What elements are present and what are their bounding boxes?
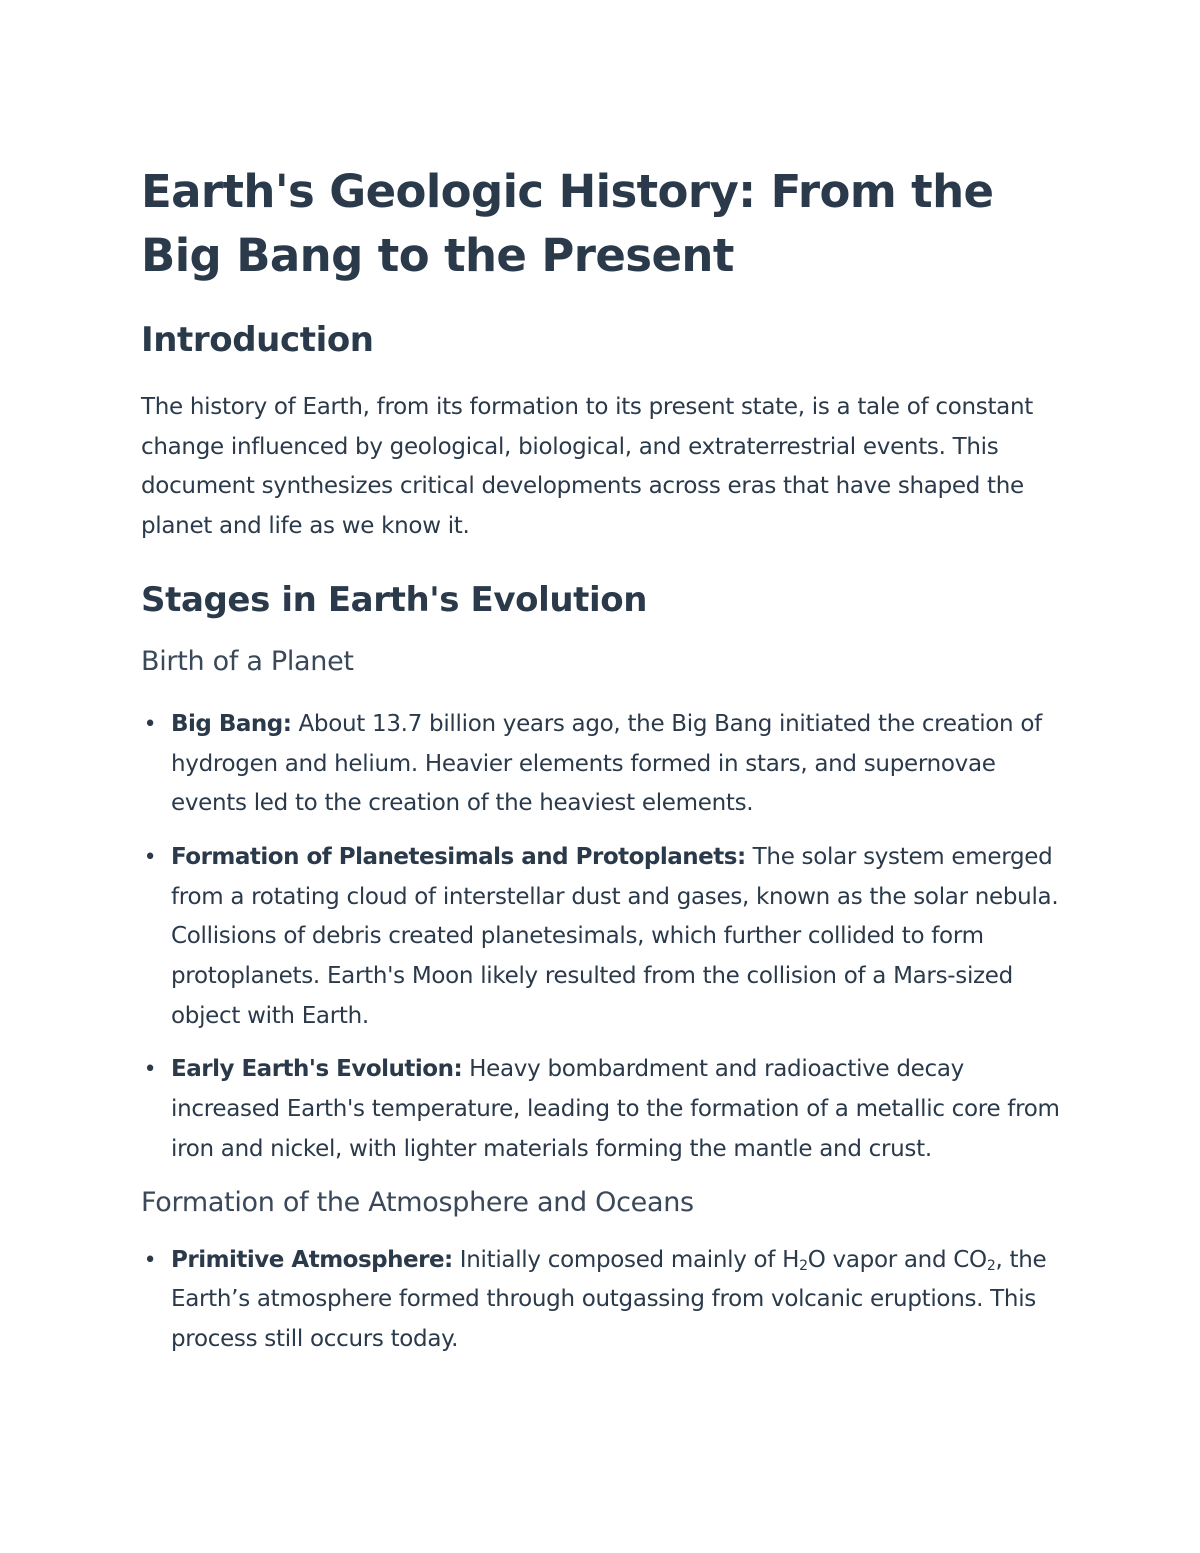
subscript: 2 [799, 1257, 808, 1274]
list-item [141, 1241, 1060, 1360]
list-item-term: Formation of Planetesimals and Protoplanets: [171, 843, 746, 870]
introduction-paragraph: The history of Earth, from its formation to its present state, is a tale of constant change influenced by geological, biological, and extraterrestrial events. This document synthesizes critical developments across eras that have shaped the planet and life as we know it. [141, 394, 1033, 540]
document-title: Earth's Geologic History: From the Big Bang to the Present [141, 165, 994, 282]
list-item-term: Big Bang: [171, 710, 292, 737]
list-item-text-part: , the Earth’s atmosphere formed through outgassing from volcanic eruptions. This process still occurs today. [171, 1246, 1047, 1352]
birth-of-a-planet-list [141, 705, 1060, 1170]
birth-of-a-planet-heading: Birth of a Planet [141, 645, 354, 677]
bullet-icon: • [143, 1057, 157, 1083]
list-item [141, 838, 1060, 1037]
list-item-text-part: O vapor and CO [807, 1246, 987, 1273]
stages-heading: Stages in Earth's Evolution [141, 579, 648, 620]
list-item [141, 1050, 1060, 1169]
introduction-heading: Introduction [141, 320, 374, 360]
list-item-term: Primitive Atmosphere: [171, 1246, 453, 1273]
list-item-text: The solar system emerged from a rotating cloud of interstellar dust and gases, known as the solar nebula. Collisions of debris created planetesimals, which further collided to form protoplanets. Earth's Moon likely resulted from the collision of a Mars-sized object with Earth. [171, 843, 1059, 1029]
list-item-text: Heavy bombardment and radioactive decay increased Earth's temperature, leading to the formation of a metallic core from iron and nickel, with lighter materials forming the mantle and crust. [171, 1056, 1060, 1162]
atmosphere-and-oceans-list [141, 1241, 1060, 1360]
bullet-icon: • [143, 711, 157, 737]
bullet-icon: • [143, 844, 157, 870]
list-item-term: Early Earth's Evolution: [171, 1056, 463, 1083]
atmosphere-and-oceans-heading: Formation of the Atmosphere and Oceans [141, 1186, 694, 1218]
list-item-text: About 13.7 billion years ago, the Big Bang initiated the creation of hydrogen and helium. Heavier elements formed in stars, and supernovae events led to the creation of the heaviest elements. [171, 710, 1042, 817]
list-item [141, 705, 1060, 824]
list-item-text-part: Initially composed mainly of H [459, 1246, 800, 1273]
subscript: 2 [986, 1257, 996, 1274]
bullet-icon: • [143, 1247, 157, 1273]
